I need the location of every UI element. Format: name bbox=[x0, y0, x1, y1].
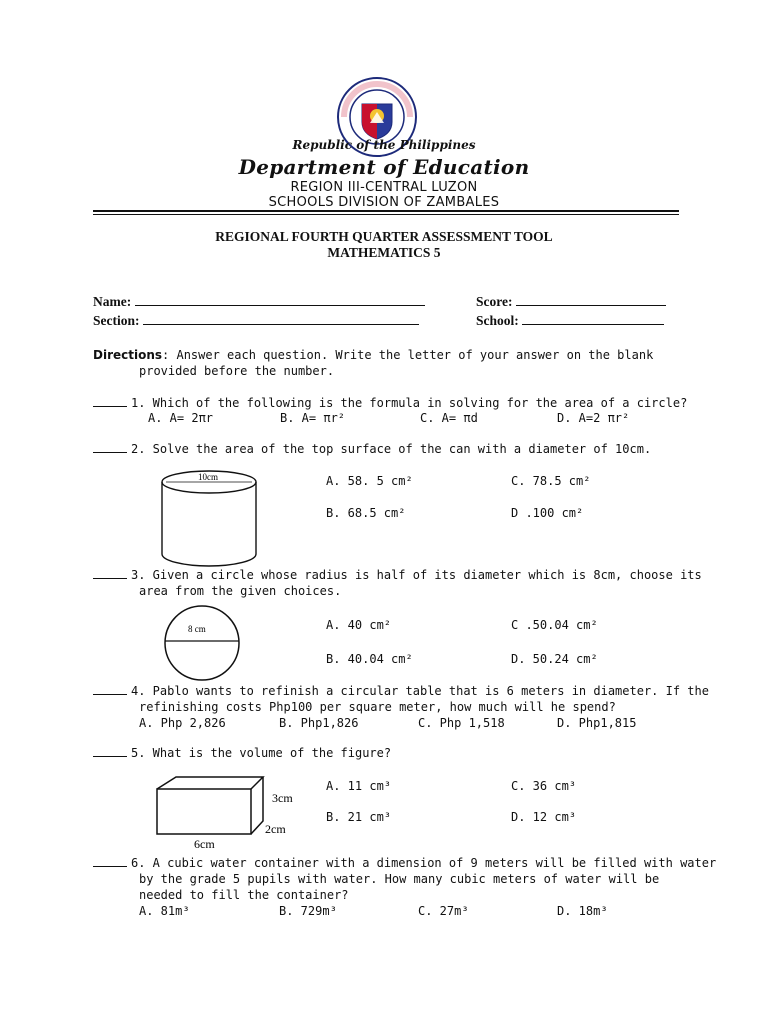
q2-option-b: B. 68.5 cm² bbox=[326, 506, 406, 520]
q1-option-a: A. A= 2πr bbox=[148, 411, 214, 425]
q1-option-c: C. A= πd bbox=[420, 411, 478, 425]
answer-blank-6[interactable] bbox=[93, 856, 127, 867]
answer-blank-5[interactable] bbox=[93, 746, 127, 757]
school-field[interactable] bbox=[476, 313, 664, 329]
question-6-text-2: by the grade 5 pupils with water. How many cubic meters of water will be bbox=[139, 872, 660, 886]
q6-option-d: D. 18m³ bbox=[557, 904, 608, 918]
question-4-text: 4. Pablo wants to refinish a circular table that is 6 meters in diameter. If the bbox=[131, 684, 709, 698]
question-6-text-3: needed to fill the container? bbox=[139, 888, 349, 902]
question-4 bbox=[93, 684, 709, 698]
q3-option-a: A. 40 cm² bbox=[326, 618, 392, 632]
question-1 bbox=[93, 396, 687, 410]
box-figure bbox=[150, 774, 310, 854]
answer-blank-2[interactable] bbox=[93, 442, 127, 453]
name-line[interactable] bbox=[135, 294, 425, 306]
q2-option-a: A. 58. 5 cm² bbox=[326, 474, 413, 488]
q1-option-b: B. A= πr² bbox=[280, 411, 346, 425]
question-3-text: 3. Given a circle whose radius is half of its diameter which is 8cm, choose its bbox=[131, 568, 702, 582]
cylinder-figure bbox=[158, 468, 260, 568]
q5-option-a: A. 11 cm³ bbox=[326, 779, 392, 793]
division-heading: SCHOOLS DIVISION OF ZAMBALES bbox=[268, 195, 500, 210]
q5-option-b: B. 21 cm³ bbox=[326, 810, 392, 824]
box-height-label: 3cm bbox=[272, 791, 293, 805]
region-heading: REGION III-CENTRAL LUZON bbox=[290, 180, 478, 195]
name-label: Name: bbox=[93, 294, 132, 309]
question-5 bbox=[93, 746, 391, 760]
header-rule-thin bbox=[93, 214, 679, 215]
assessment-title: REGIONAL FOURTH QUARTER ASSESSMENT TOOL bbox=[215, 229, 553, 244]
answer-blank-3[interactable] bbox=[93, 568, 127, 579]
q2-option-d: D .100 cm² bbox=[511, 506, 584, 520]
box-length-label: 6cm bbox=[194, 837, 215, 851]
name-field[interactable] bbox=[93, 294, 425, 310]
question-6-text: 6. A cubic water container with a dimension of 9 meters will be filled with water bbox=[131, 856, 717, 870]
subject-title: MATHEMATICS 5 bbox=[327, 245, 441, 260]
header-rule bbox=[93, 210, 679, 212]
circle-diameter-label: 8 cm bbox=[188, 624, 206, 634]
q6-option-c: C. 27m³ bbox=[418, 904, 469, 918]
score-line[interactable] bbox=[516, 294, 666, 306]
q4-option-c: C. Php 1,518 bbox=[418, 716, 505, 730]
q6-option-b: B. 729m³ bbox=[279, 904, 337, 918]
school-line[interactable] bbox=[522, 313, 664, 325]
directions-text-2: provided before the number. bbox=[139, 364, 335, 378]
question-2-text: 2. Solve the area of the top surface of the can with a diameter of 10cm. bbox=[131, 442, 652, 456]
section-field[interactable] bbox=[93, 313, 419, 329]
question-1-text: 1. Which of the following is the formula in solving for the area of a circle? bbox=[131, 396, 688, 410]
question-4-text-2: refinishing costs Php100 per square meter, how much will he spend? bbox=[139, 700, 616, 714]
score-field[interactable] bbox=[476, 294, 666, 310]
score-label: Score: bbox=[476, 294, 513, 309]
box-width-label: 2cm bbox=[265, 822, 286, 836]
directions bbox=[93, 348, 653, 362]
republic-heading: Republic of the Philippines bbox=[292, 138, 476, 152]
department-heading: Department of Education bbox=[238, 155, 530, 179]
question-3-text-2: area from the given choices. bbox=[139, 584, 342, 598]
question-3 bbox=[93, 568, 702, 582]
q4-option-d: D. Php1,815 bbox=[557, 716, 637, 730]
question-6 bbox=[93, 856, 716, 870]
question-5-text: 5. What is the volume of the figure? bbox=[131, 746, 392, 760]
directions-text: : Answer each question. Write the letter of your answer on the blank bbox=[162, 348, 654, 362]
answer-blank-1[interactable] bbox=[93, 396, 127, 407]
q1-option-d: D. A=2 πr² bbox=[557, 411, 630, 425]
q4-option-b: B. Php1,826 bbox=[279, 716, 359, 730]
q3-option-b: B. 40.04 cm² bbox=[326, 652, 413, 666]
q3-option-c: C .50.04 cm² bbox=[511, 618, 598, 632]
directions-label: Directions bbox=[93, 348, 163, 362]
cylinder-diameter-label: 10cm bbox=[198, 472, 218, 482]
q6-option-a: A. 81m³ bbox=[139, 904, 190, 918]
section-label: Section: bbox=[93, 313, 140, 328]
q5-option-d: D. 12 cm³ bbox=[511, 810, 577, 824]
circle-figure bbox=[162, 604, 242, 682]
school-label: School: bbox=[476, 313, 519, 328]
section-line[interactable] bbox=[143, 313, 419, 325]
question-2 bbox=[93, 442, 651, 456]
q4-option-a: A. Php 2,826 bbox=[139, 716, 226, 730]
q3-option-d: D. 50.24 cm² bbox=[511, 652, 598, 666]
q2-option-c: C. 78.5 cm² bbox=[511, 474, 591, 488]
q5-option-c: C. 36 cm³ bbox=[511, 779, 577, 793]
answer-blank-4[interactable] bbox=[93, 684, 127, 695]
